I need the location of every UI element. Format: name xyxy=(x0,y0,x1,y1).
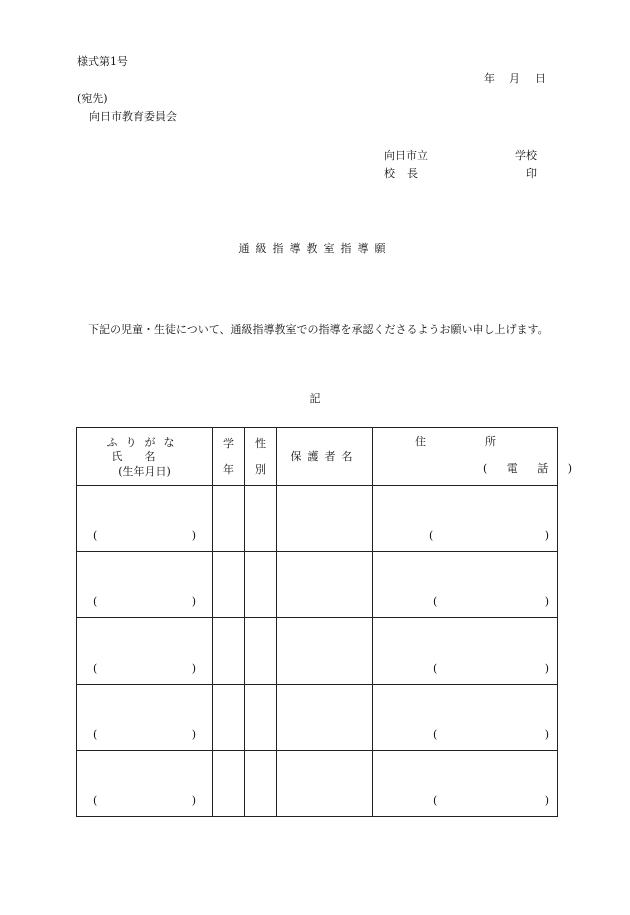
header-guardian-cell xyxy=(277,428,373,486)
date-day-label: 日 xyxy=(535,72,546,85)
birthdate-paren-open: ( xyxy=(93,529,98,543)
header-address-1: 住 xyxy=(415,435,426,448)
addressee-label: (宛先) xyxy=(77,92,108,105)
date-month-label: 月 xyxy=(509,72,520,85)
sex-cell[interactable] xyxy=(245,552,277,618)
grade-cell[interactable] xyxy=(213,684,245,750)
grade-cell[interactable] xyxy=(213,486,245,552)
sex-cell[interactable] xyxy=(245,750,277,816)
name-cell[interactable] xyxy=(77,684,213,750)
header-grade-cell xyxy=(213,428,245,486)
phone-paren-close: ) xyxy=(544,661,549,675)
birthdate-paren-open: ( xyxy=(93,727,98,741)
phone-paren-close: ) xyxy=(544,529,549,543)
grade-cell[interactable] xyxy=(213,750,245,816)
header-name: 氏名 xyxy=(111,450,178,463)
header-sex-1: 性 xyxy=(255,437,266,450)
header-address-cell xyxy=(373,428,581,486)
table-row xyxy=(77,486,558,552)
table-row xyxy=(77,684,558,750)
sex-cell[interactable] xyxy=(245,486,277,552)
birthdate-paren-open: ( xyxy=(93,794,98,807)
phone-paren-open: ( xyxy=(429,529,434,543)
request-body: 下記の児童・生徒について、通級指導教室での指導を承認くださるようお願い申し上げます。 xyxy=(88,323,549,336)
table-row xyxy=(77,552,558,618)
date-year-label: 年 xyxy=(484,72,495,85)
table-header-row xyxy=(77,428,558,486)
sex-cell[interactable] xyxy=(245,618,277,684)
grade-cell[interactable] xyxy=(213,618,245,684)
birthdate-paren-close: ) xyxy=(191,595,196,609)
phone-paren-close: ) xyxy=(544,727,549,741)
document-title: 通級指導教室指導願 xyxy=(238,242,392,255)
header-birthdate: (生年月日) xyxy=(118,465,171,478)
guardian-cell[interactable] xyxy=(277,486,373,552)
school-line xyxy=(384,149,537,162)
header-grade-1: 学 xyxy=(223,437,234,450)
phone-paren-close: ) xyxy=(544,794,549,807)
address-cell[interactable] xyxy=(373,750,558,816)
student-table xyxy=(76,427,581,817)
table-row xyxy=(77,618,558,684)
header-sex-2: 別 xyxy=(255,463,266,476)
header-phone: ( 電 話 ) xyxy=(483,462,581,475)
school-prefix: 向日市立 xyxy=(384,149,428,162)
birthdate-paren-close: ) xyxy=(191,727,196,741)
birthdate-paren-close: ) xyxy=(191,661,196,675)
name-cell[interactable] xyxy=(77,486,213,552)
sex-cell[interactable] xyxy=(245,684,277,750)
birthdate-paren-close: ) xyxy=(191,794,196,807)
form-number: 様式第1号 xyxy=(77,55,128,68)
guardian-cell[interactable] xyxy=(277,552,373,618)
phone-paren-open: ( xyxy=(433,661,438,675)
guardian-cell[interactable] xyxy=(277,684,373,750)
guardian-cell[interactable] xyxy=(277,750,373,816)
principal-title: 校長 xyxy=(384,167,430,180)
name-cell[interactable] xyxy=(77,618,213,684)
header-grade-2: 年 xyxy=(223,463,234,476)
phone-paren-close: ) xyxy=(544,595,549,609)
header-address-2: 所 xyxy=(485,435,496,448)
header-name-cell xyxy=(77,428,213,486)
name-cell[interactable] xyxy=(77,750,213,816)
header-sex-cell xyxy=(245,428,277,486)
header-furigana: ふりがな xyxy=(106,436,183,449)
phone-paren-open: ( xyxy=(433,595,438,609)
address-cell[interactable] xyxy=(373,552,558,618)
phone-paren-open: ( xyxy=(433,727,438,741)
ki-heading: 記 xyxy=(309,392,321,405)
address-cell[interactable] xyxy=(373,684,558,750)
name-cell[interactable] xyxy=(77,552,213,618)
birthdate-paren-open: ( xyxy=(93,661,98,675)
seal-mark: 印 xyxy=(526,167,537,180)
address-cell[interactable] xyxy=(373,486,558,552)
header-guardian: 保護者名 xyxy=(290,450,359,463)
guardian-cell[interactable] xyxy=(277,618,373,684)
table-row xyxy=(77,750,558,816)
birthdate-paren-open: ( xyxy=(93,595,98,609)
phone-paren-open: ( xyxy=(433,794,438,807)
grade-cell[interactable] xyxy=(213,552,245,618)
birthdate-paren-close: ) xyxy=(191,529,196,543)
school-suffix: 学校 xyxy=(515,149,537,162)
address-cell[interactable] xyxy=(373,618,558,684)
addressee-board: 向日市教育委員会 xyxy=(89,110,177,123)
